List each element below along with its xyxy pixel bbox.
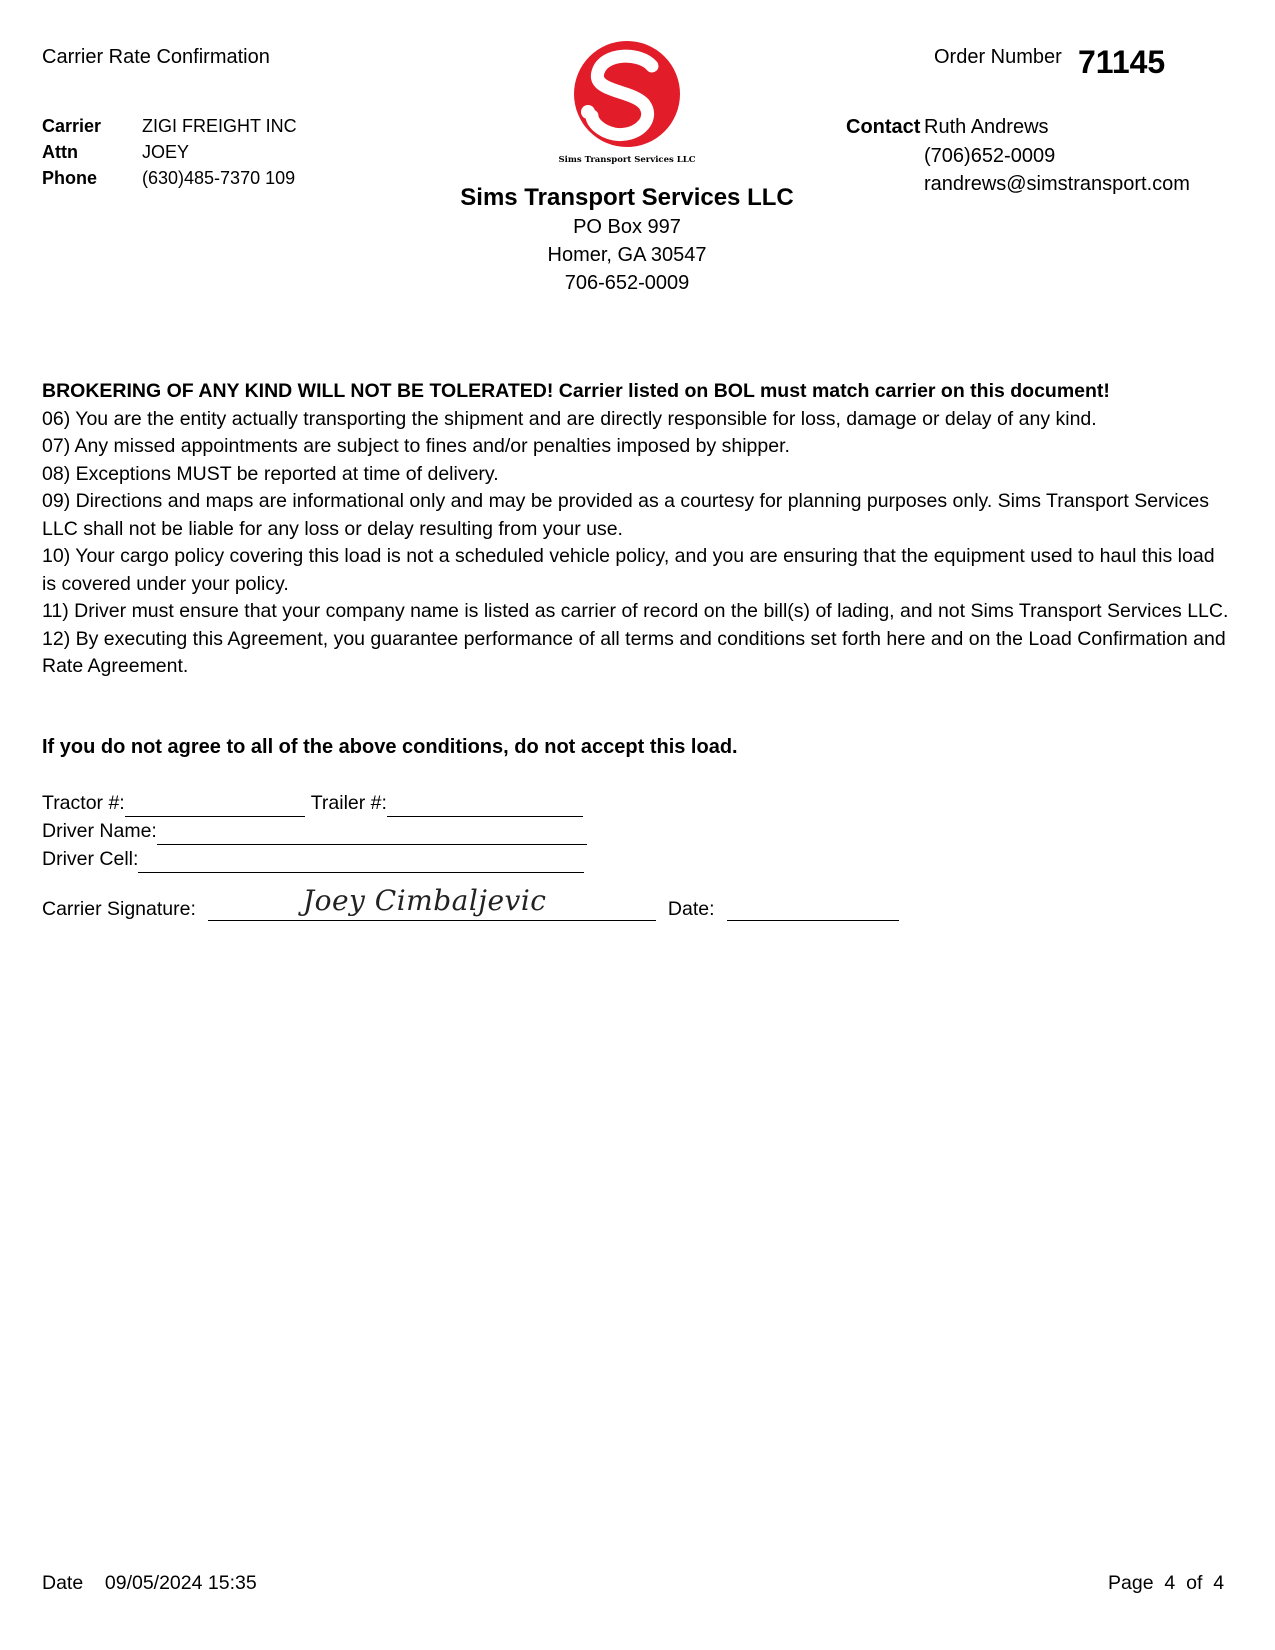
contact-label: Contact bbox=[846, 116, 921, 138]
driver-fields bbox=[42, 789, 593, 873]
company-address-1: PO Box 997 bbox=[573, 216, 681, 238]
acceptance-disclaimer: If you do not agree to all of the above conditions, do not accept this load. bbox=[42, 736, 738, 758]
company-phone: 706-652-0009 bbox=[564, 272, 690, 294]
contact-info bbox=[846, 113, 1190, 199]
carrier-row bbox=[42, 113, 297, 139]
footer-date bbox=[42, 1572, 257, 1595]
page-of: of bbox=[1186, 1572, 1203, 1594]
phone-row bbox=[42, 165, 297, 191]
page-label: Page bbox=[1108, 1572, 1154, 1594]
document-title: Carrier Rate Confirmation bbox=[42, 46, 270, 68]
carrier-signature: Joey Cimbaljevic bbox=[302, 884, 547, 917]
page-current: 4 bbox=[1164, 1572, 1176, 1594]
driver-name-field[interactable] bbox=[157, 824, 587, 845]
page-indicator bbox=[1108, 1572, 1224, 1595]
company-info bbox=[430, 183, 824, 297]
carrier-label: Carrier bbox=[42, 116, 102, 136]
company-logo bbox=[552, 38, 702, 168]
contact-phone: (706)652-0009 bbox=[924, 144, 1056, 167]
trailer-field[interactable] bbox=[387, 796, 583, 817]
term-item: 11) Driver must ensure that your company name is listed as carrier of record on the bill(s) of lading, and not Sims Transport Services LLC. bbox=[42, 600, 1229, 622]
company-address-2: Homer, GA 30547 bbox=[547, 244, 707, 266]
phone-label: Phone bbox=[42, 168, 98, 188]
term-item: 12) By executing this Agreement, you guarantee performance of all terms and conditions set forth here and on the Load Confirmation and Rate Agreement. bbox=[42, 627, 1226, 677]
order-number-label: Order Number bbox=[934, 46, 1062, 68]
contact-name-row bbox=[846, 113, 1190, 142]
term-item: 07) Any missed appointments are subject to fines and/or penalties imposed by shipper. bbox=[42, 435, 790, 457]
company-name: Sims Transport Services LLC bbox=[460, 184, 794, 211]
logo-text: Sims Transport Services LLC bbox=[558, 155, 696, 165]
contact-email-row bbox=[846, 170, 1190, 199]
phone-value: (630)485-7370 109 bbox=[142, 168, 296, 188]
tractor-trailer-row bbox=[42, 789, 593, 817]
term-item: 08) Exceptions MUST be reported at time of delivery. bbox=[42, 462, 499, 485]
page-total: 4 bbox=[1213, 1572, 1225, 1594]
terms-section bbox=[42, 378, 1232, 681]
term-item: 06) You are the entity actually transporting the shipment and are directly responsible for loss, damage or delay of any kind. bbox=[42, 407, 1097, 430]
footer-date-label: Date bbox=[42, 1572, 84, 1594]
signature-label: Carrier Signature: bbox=[42, 898, 196, 920]
signature-date-label: Date: bbox=[667, 898, 715, 920]
term-item: 09) Directions and maps are informational only and may be provided as a courtesy for planning purposes only. Sims Transport Services LLC shall not be liable for any loss or delay resulting from your use. bbox=[42, 490, 1209, 540]
attn-row bbox=[42, 139, 297, 165]
trailer-label: Trailer #: bbox=[310, 792, 387, 814]
contact-phone-row bbox=[846, 142, 1190, 171]
carrier-info bbox=[42, 113, 297, 191]
tractor-field[interactable] bbox=[125, 796, 305, 817]
attn-label: Attn bbox=[42, 142, 78, 162]
driver-cell-label: Driver Cell: bbox=[42, 848, 139, 870]
driver-cell-row bbox=[42, 845, 593, 873]
attn-value: JOEY bbox=[142, 142, 190, 162]
driver-name-label: Driver Name: bbox=[42, 820, 157, 842]
logo-dot bbox=[581, 105, 595, 119]
term-item: 10) Your cargo policy covering this load is not a scheduled vehicle policy, and you are ensuring that the equipment used to haul this load is covered under your policy. bbox=[42, 545, 1215, 595]
carrier-value: ZIGI FREIGHT INC bbox=[142, 116, 297, 136]
signature-date-field[interactable] bbox=[727, 900, 899, 921]
tractor-label: Tractor #: bbox=[42, 792, 125, 814]
footer-date-value: 09/05/2024 15:35 bbox=[104, 1572, 257, 1594]
driver-name-row bbox=[42, 817, 593, 845]
order-number: 71145 bbox=[1078, 44, 1166, 80]
driver-cell-field[interactable] bbox=[138, 852, 584, 873]
contact-email: randrews@simstransport.com bbox=[924, 173, 1190, 195]
contact-name: Ruth Andrews bbox=[924, 116, 1049, 138]
signature-field[interactable] bbox=[208, 884, 656, 921]
signature-row bbox=[42, 884, 905, 921]
brokering-warning: BROKERING OF ANY KIND WILL NOT BE TOLERATED! Carrier listed on BOL must match carrier on this document! bbox=[42, 380, 1110, 402]
